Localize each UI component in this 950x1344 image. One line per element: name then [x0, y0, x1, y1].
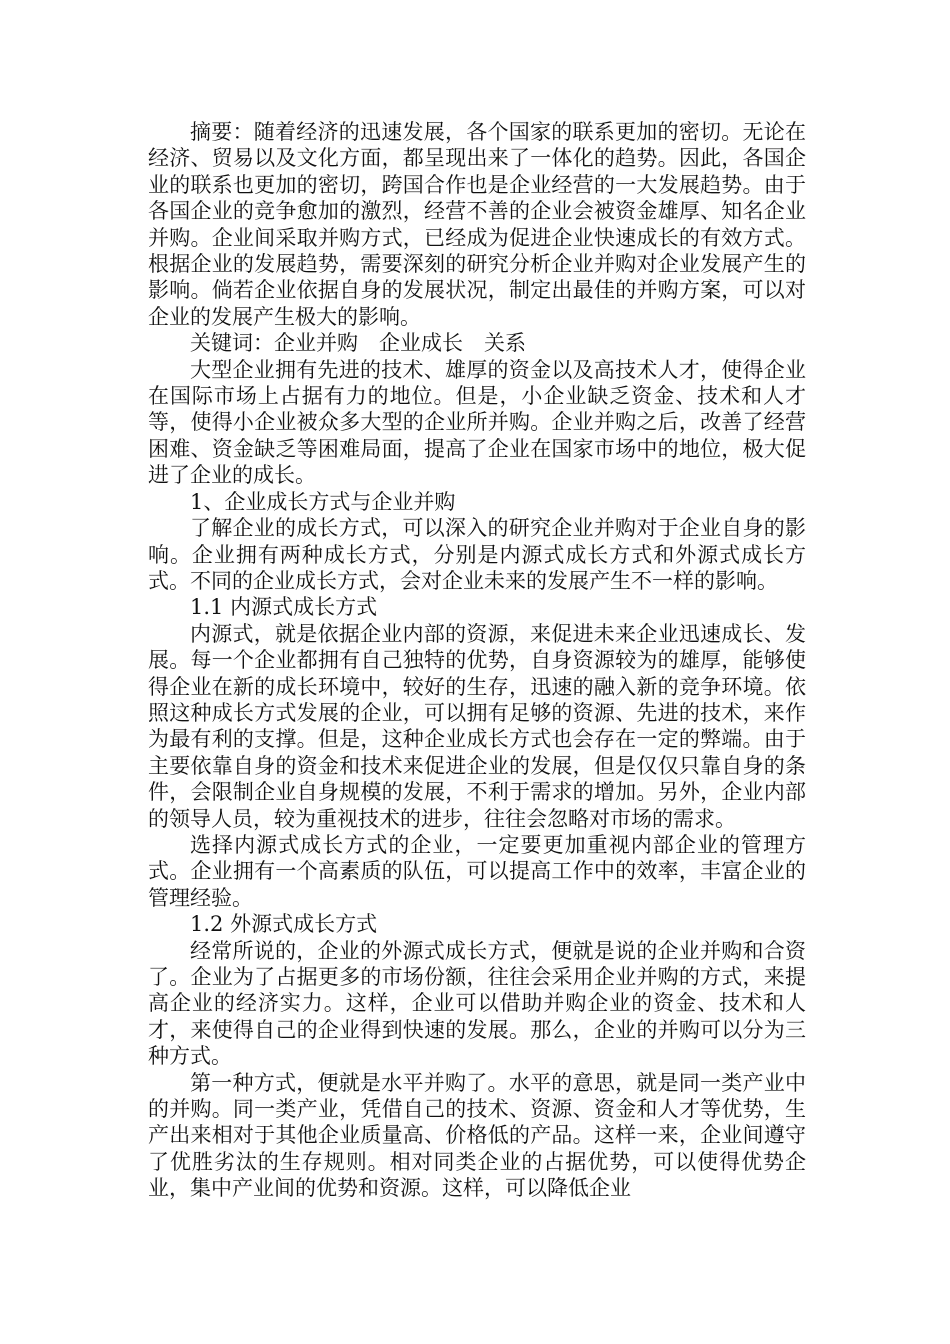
section-1-2-heading: 1.2 外源式成长方式 [190, 912, 378, 937]
section-1-1-paragraph-1: 内源式，就是依据企业内部的资源，来促进未来企业迅速成长、发展。每一个企业都拥有自己独特的优势，自身资源较为的雄厚，能够使得企业在新的成长环境中，较好的生存，迅速的融入新的竞争环境。依照这种成长方式发展的企业，可以拥有足够的资源、先进的技术，来作为最有利的支撑。但是，这种企业成长方式也会存在一定的弊端。由于主要依靠自身的资金和技术来促进企业的发展，但是仅仅只靠自身的条件，会限制企业自身规模的发展，不利于需求的增加。另外，企业内部的领导人员，较为重视技术的进步，往往会忽略对市场的需求。 [148, 621, 806, 831]
section-1-1-paragraph-2: 选择内源式成长方式的企业，一定要更加重视内部企业的管理方式。企业拥有一个高素质的队伍，可以提高工作中的效率，丰富企业的管理经验。 [148, 832, 806, 910]
section-1-2-paragraph-2: 第一种方式，便就是水平并购了。水平的意思，就是同一类产业中的并购。同一类产业，凭借自己的技术、资源、资金和人才等优势，生产出来相对于其他企业质量高、价格低的产品。这样一来，企业间遵守了优胜劣汰的生存规则。相对同类企业的占据优势，可以使得优势企业，集中产业间的优势和资源。这样，可以降低企业 [148, 1070, 806, 1201]
document-page [148, 119, 806, 1202]
abstract-paragraph: 摘要：随着经济的迅速发展，各个国家的联系更加的密切。无论在经济、贸易以及文化方面，都呈现出来了一体化的趋势。因此，各国企业的联系也更加的密切，跨国合作也是企业经营的一大发展趋势。由于各国企业的竞争愈加的激烈，经营不善的企业会被资金雄厚、知名企业并购。企业间采取并购方式，已经成为促进企业快速成长的有效方式。根据企业的发展趋势，需要深刻的研究分析企业并购对企业发展产生的影响。倘若企业依据自身的发展状况，制定出最佳的并购方案，可以对企业的发展产生极大的影响。 [148, 120, 806, 329]
section-1-2-paragraph-1: 经常所说的，企业的外源式成长方式，便就是说的企业并购和合资了。企业为了占据更多的市场份额，往往会采用企业并购的方式，来提高企业的经济实力。这样，企业可以借助并购企业的资金、技术和人才，来使得自己的企业得到快速的发展。那么，企业的并购可以分为三种方式。 [148, 938, 806, 1069]
keywords-line: 关键词：企业并购 企业成长 关系 [190, 331, 526, 356]
section-1-1-heading: 1.1 内源式成长方式 [190, 595, 378, 620]
section-1-paragraph: 了解企业的成长方式，可以深入的研究企业并购对于企业自身的影响。企业拥有两种成长方式，分别是内源式成长方式和外源式成长方式。不同的企业成长方式，会对企业未来的发展产生不一样的影响。 [148, 516, 806, 593]
intro-paragraph: 大型企业拥有先进的技术、雄厚的资金以及高技术人才，使得企业在国际市场上占据有力的地位。但是，小企业缺乏资金、技术和人才等，使得小企业被众多大型的企业所并购。企业并购之后，改善了经营困难、资金缺乏等困难局面，提高了企业在国家市场中的地位，极大促进了企业的成长。 [148, 357, 806, 488]
section-1-heading: 1、企业成长方式与企业并购 [190, 489, 456, 514]
